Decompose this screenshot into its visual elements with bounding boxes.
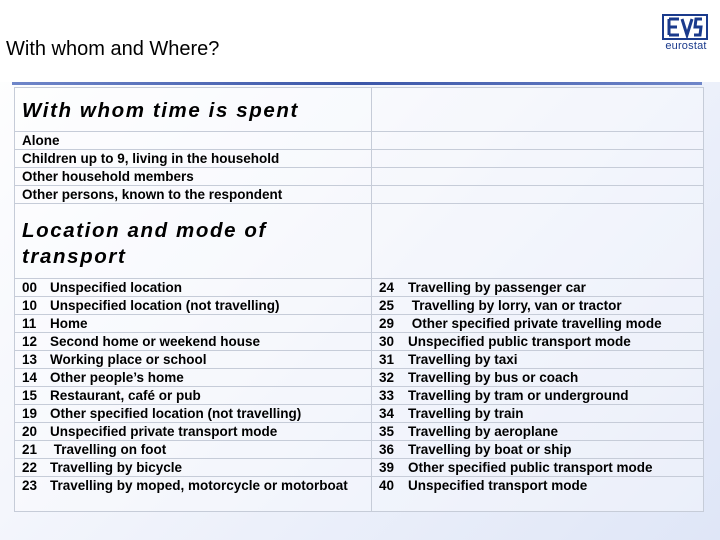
location-label: Restaurant, café or pub — [50, 388, 201, 403]
with-whom-item: Other persons, known to the respondent — [15, 186, 372, 204]
location-item — [15, 405, 372, 423]
eurostat-logo-icon — [662, 14, 708, 40]
header — [0, 0, 720, 82]
transport-code: 35 — [379, 424, 395, 439]
empty-cell — [372, 168, 704, 186]
location-label: Unspecified location (not travelling) — [50, 298, 280, 313]
page-title: With whom and Where? — [6, 38, 220, 60]
location-label: Other specified location (not travelling) — [50, 406, 302, 421]
location-code: 22 — [22, 460, 38, 475]
empty-cell — [372, 186, 704, 204]
transport-label: Other specified private travelling mode — [408, 316, 662, 331]
section-title-with-whom: With whom time is spent — [15, 88, 372, 132]
location-item — [15, 351, 372, 369]
transport-item — [372, 387, 704, 405]
location-item — [15, 441, 372, 459]
location-code: 12 — [22, 334, 38, 349]
transport-item — [372, 297, 704, 315]
location-label: Unspecified location — [50, 280, 183, 295]
transport-label: Travelling by aeroplane — [408, 424, 559, 439]
empty-cell — [372, 132, 704, 150]
transport-label: Travelling by bus or coach — [408, 370, 579, 385]
transport-label: Travelling by train — [408, 406, 524, 421]
location-code: 11 — [22, 316, 37, 331]
location-code: 19 — [22, 406, 38, 421]
transport-code: 33 — [379, 388, 395, 403]
transport-label: Other specified public transport mode — [408, 460, 653, 475]
location-label: Travelling by bicycle — [50, 460, 183, 475]
location-label: Other people’s home — [50, 370, 184, 385]
section-title-location: Location and mode of transport — [15, 204, 372, 279]
transport-label: Unspecified public transport mode — [408, 334, 631, 349]
transport-item — [372, 333, 704, 351]
empty-cell — [372, 88, 704, 132]
with-whom-item: Other household members — [15, 168, 372, 186]
transport-code: 34 — [379, 406, 395, 421]
location-label: Travelling on foot — [50, 442, 167, 457]
location-item — [15, 315, 372, 333]
location-code: 20 — [22, 424, 38, 439]
transport-label: Travelling by lorry, van or tractor — [408, 298, 622, 313]
eurostat-logo — [660, 14, 710, 54]
transport-code: 40 — [379, 478, 395, 493]
location-item — [15, 459, 372, 477]
logo-text: eurostat — [665, 40, 707, 52]
location-item — [15, 279, 372, 297]
location-label: Unspecified private transport mode — [50, 424, 278, 439]
transport-code: 29 — [379, 316, 395, 331]
location-item — [15, 297, 372, 315]
transport-item — [372, 405, 704, 423]
classification-table — [14, 87, 704, 512]
location-code: 15 — [22, 388, 38, 403]
location-code: 14 — [22, 370, 38, 385]
transport-item — [372, 315, 704, 333]
transport-code: 24 — [379, 280, 395, 295]
transport-item — [372, 441, 704, 459]
transport-code: 30 — [379, 334, 395, 349]
location-code: 10 — [22, 298, 38, 313]
transport-label: Unspecified transport mode — [408, 478, 588, 493]
transport-code: 36 — [379, 442, 395, 457]
empty-cell — [372, 204, 704, 279]
location-item — [15, 423, 372, 441]
location-item — [15, 477, 372, 512]
location-label: Travelling by moped, motorcycle or motorboat — [50, 478, 348, 493]
with-whom-item: Children up to 9, living in the household — [15, 150, 372, 168]
transport-label: Travelling by taxi — [408, 352, 518, 367]
transport-code: 25 — [379, 298, 395, 313]
transport-label: Travelling by passenger car — [408, 280, 586, 295]
transport-item — [372, 369, 704, 387]
transport-item — [372, 423, 704, 441]
transport-code: 31 — [379, 352, 395, 367]
location-label: Second home or weekend house — [50, 334, 261, 349]
transport-item — [372, 279, 704, 297]
location-code: 00 — [22, 280, 38, 295]
with-whom-item: Alone — [15, 132, 372, 150]
location-code: 23 — [22, 478, 38, 493]
transport-item — [372, 459, 704, 477]
transport-item — [372, 477, 704, 512]
location-item — [15, 333, 372, 351]
location-item — [15, 387, 372, 405]
location-code: 13 — [22, 352, 38, 367]
empty-cell — [372, 150, 704, 168]
transport-label: Travelling by tram or underground — [408, 388, 629, 403]
transport-code: 39 — [379, 460, 395, 475]
location-item — [15, 369, 372, 387]
location-code: 21 — [22, 442, 38, 457]
transport-code: 32 — [379, 370, 395, 385]
location-label: Working place or school — [50, 352, 207, 367]
transport-label: Travelling by boat or ship — [408, 442, 572, 457]
transport-item — [372, 351, 704, 369]
location-label: Home — [50, 316, 88, 331]
title-divider — [12, 82, 702, 85]
